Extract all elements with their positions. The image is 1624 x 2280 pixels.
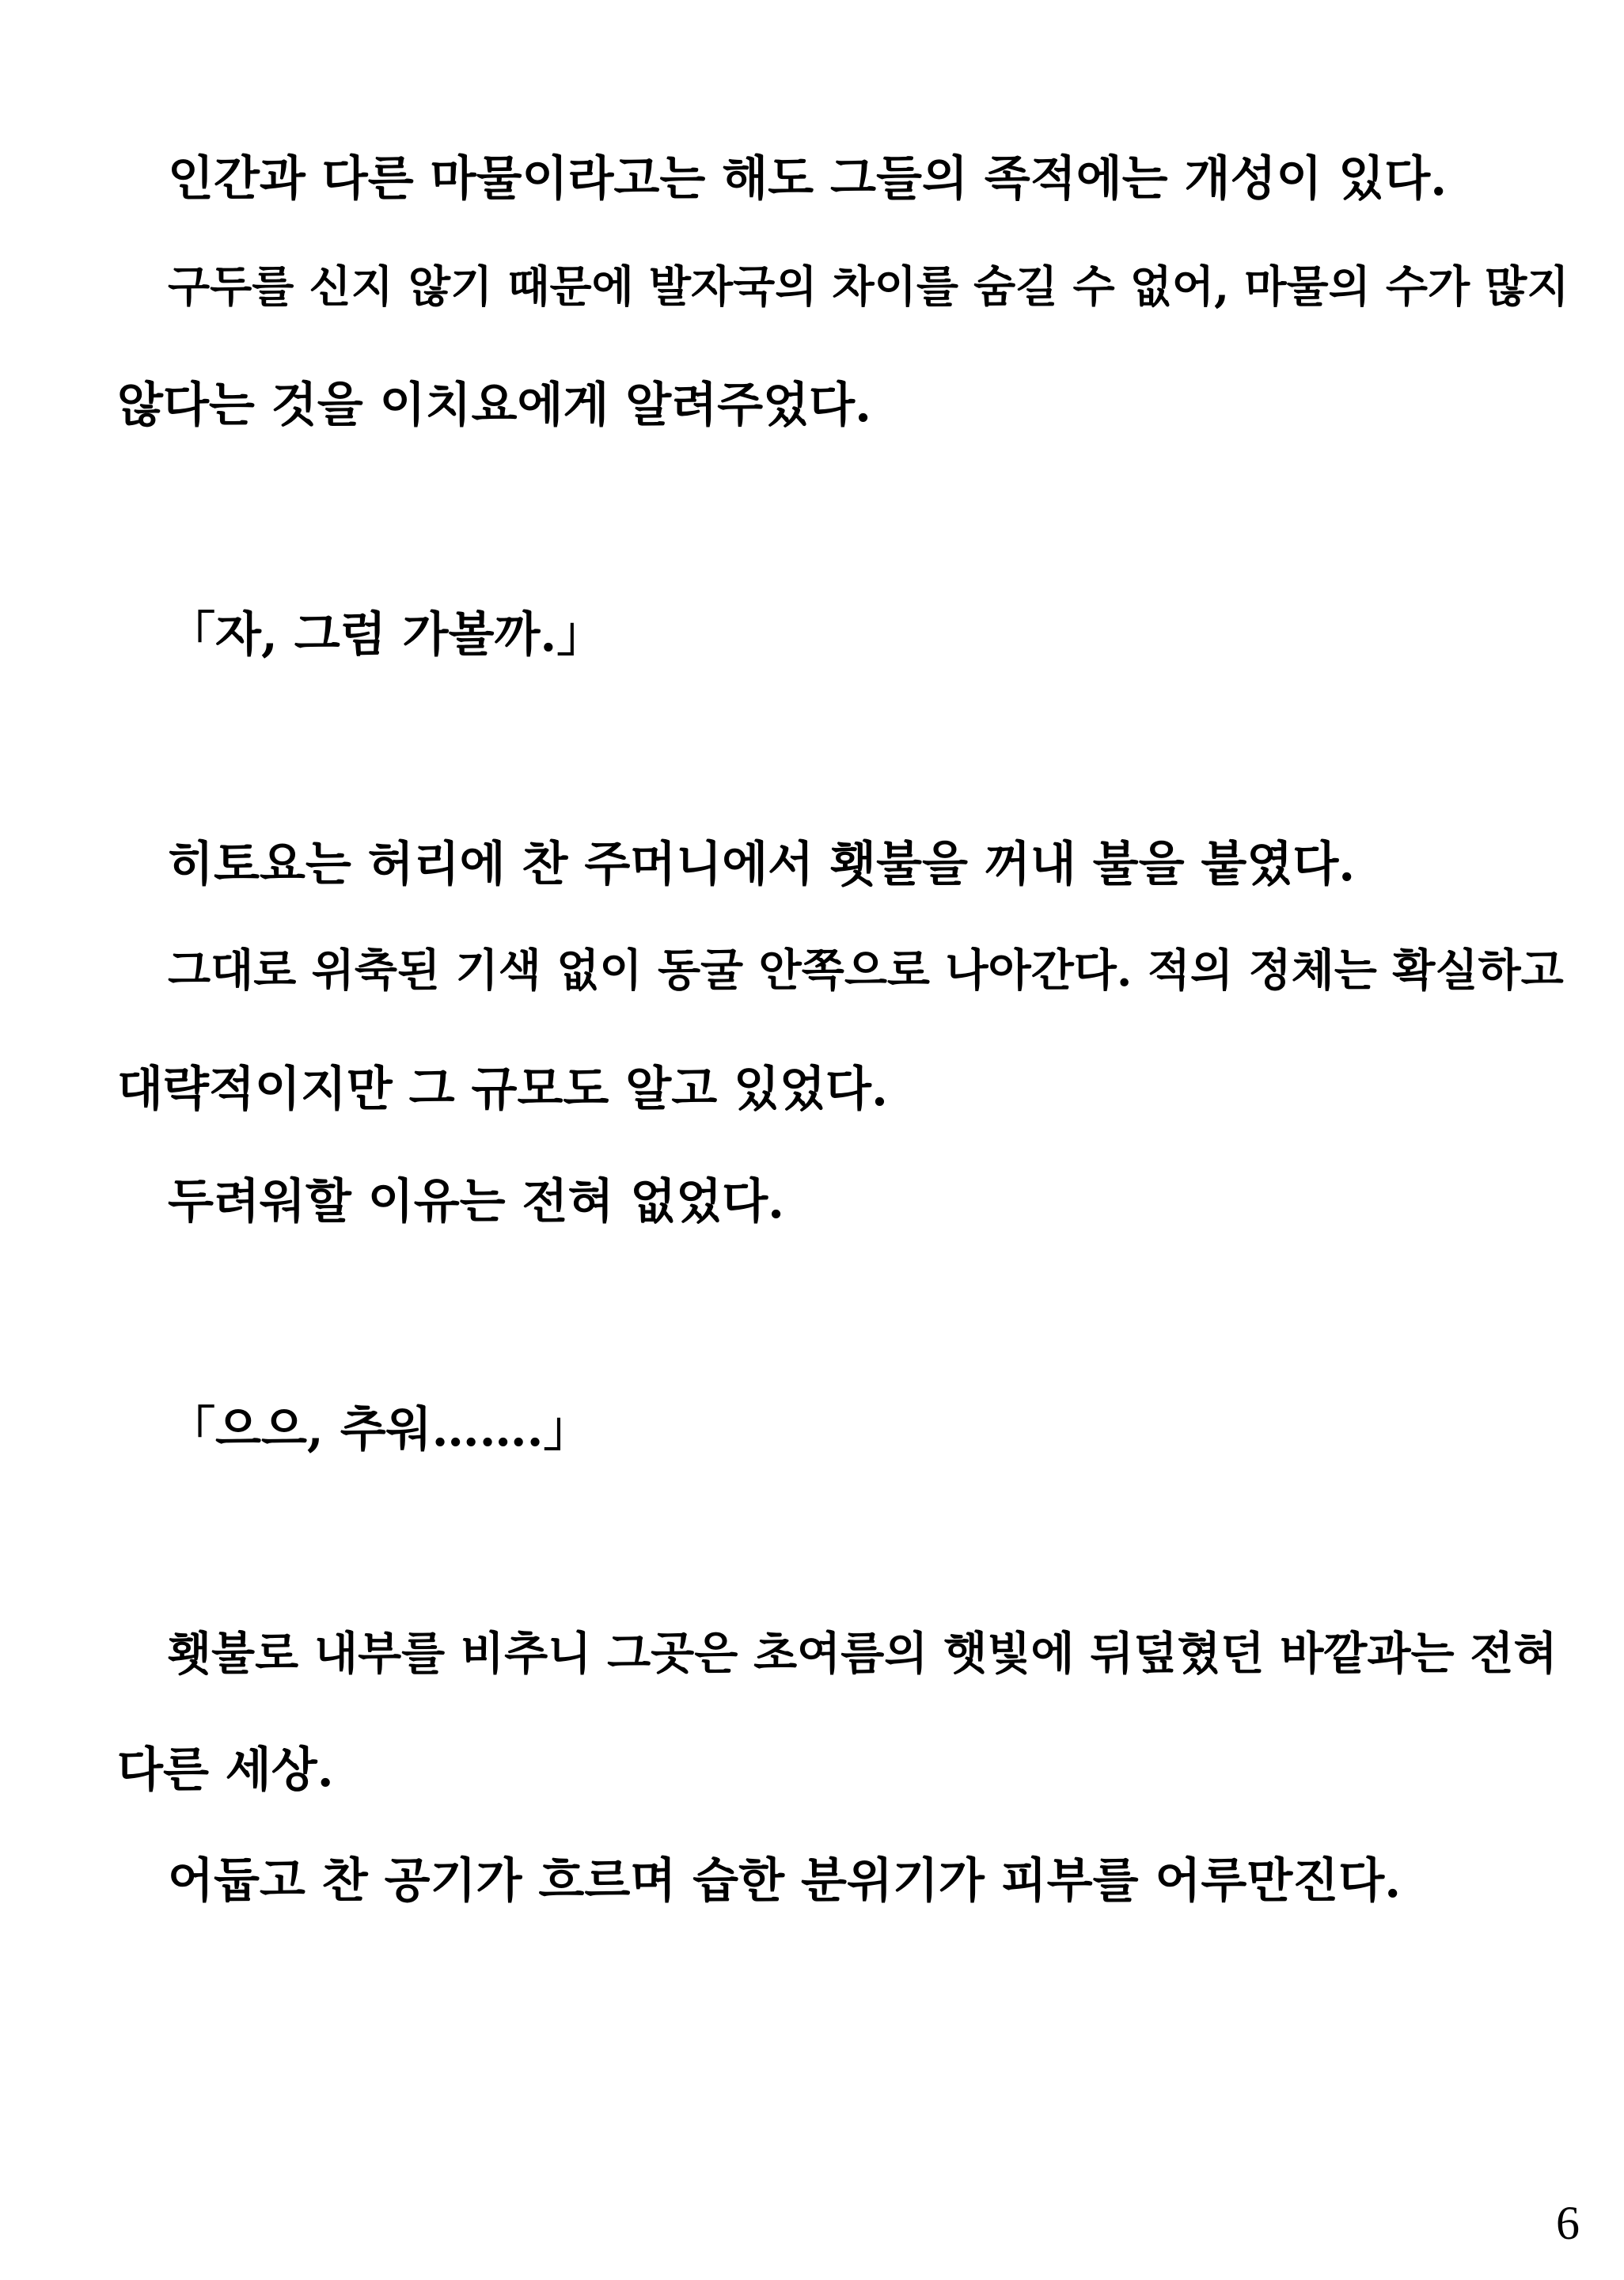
paragraph-line: 인간과 다른 마물이라고는 해도 그들의 족적에는 개성이 있다.: [168, 151, 1448, 207]
paragraph-line: 히토요는 허리에 찬 주머니에서 횃불을 꺼내 불을 붙였다.: [168, 837, 1356, 892]
paragraph-line: 대략적이지만 그 규모도 알고 있었다.: [117, 1062, 888, 1117]
dialogue-line: 「자, 그럼 가볼까.」: [168, 607, 605, 663]
dialogue-line: 「으으, 추워…….」: [168, 1402, 591, 1457]
paragraph-line: 두려워할 이유는 전혀 없었다.: [168, 1174, 785, 1229]
paragraph-line: 그대로 위축된 기색 없이 동굴 안쪽으로 나아간다. 적의 정체는 확실하고: [168, 944, 1564, 997]
paragraph-line: 다른 세상.: [117, 1742, 334, 1798]
paragraph-line: 않다는 것을 이치요에게 알려주었다.: [117, 378, 871, 433]
page-number: 6: [1556, 2197, 1580, 2249]
paragraph-line: 어둡고 찬 공기가 흐르며 습한 분위기가 피부를 어루만진다.: [168, 1853, 1402, 1909]
paragraph-line: 구두를 신지 않기 때문에 발자국의 차이를 숨길 수 없어, 마물의 수가 많지: [168, 260, 1569, 312]
paragraph-line: 횃불로 내부를 비추니 그곳은 초여름의 햇빛에 뒤덮혔던 바깥과는 전혀: [168, 1627, 1558, 1680]
